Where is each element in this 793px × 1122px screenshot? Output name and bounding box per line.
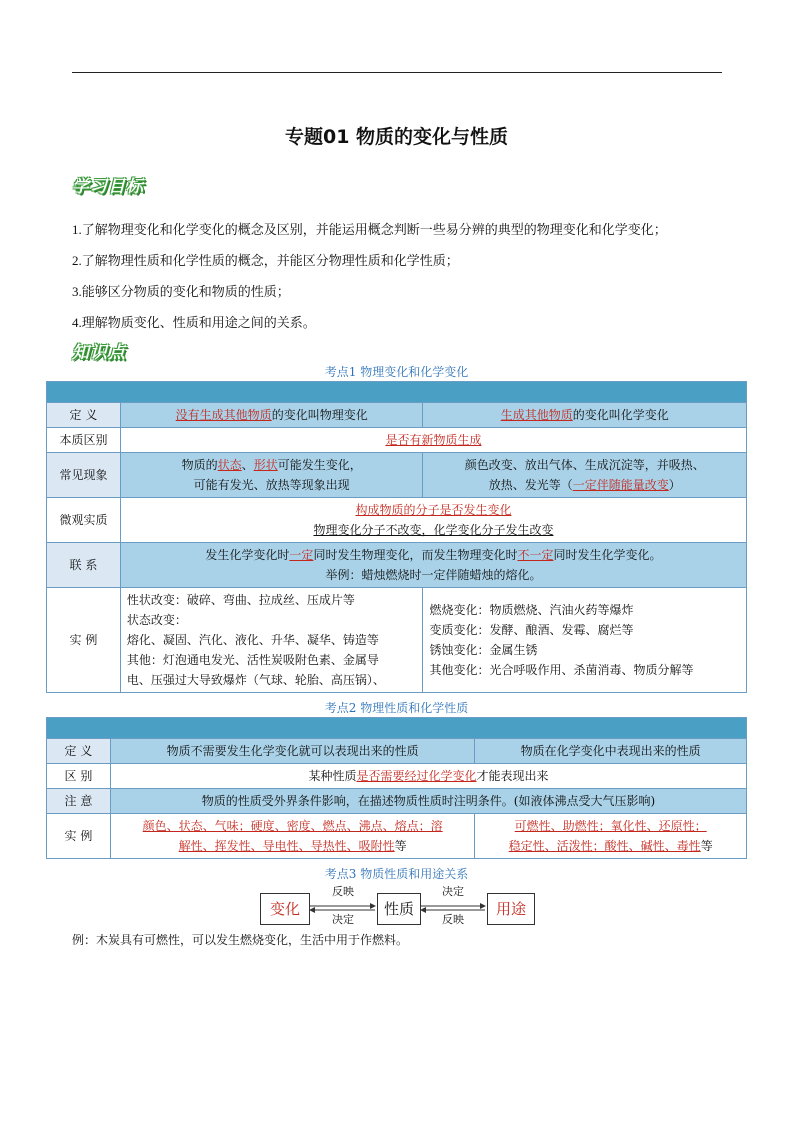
box-change: 变化 bbox=[260, 893, 310, 925]
k2-header-bar bbox=[47, 718, 747, 739]
section-heading-goals: 学习目标 bbox=[72, 177, 144, 197]
k1-micro: 构成物质的分子是否发生变化 物理变化分子不改变，化学变化分子发生改变 bbox=[120, 498, 746, 543]
k1-def-chem: 生成其他物质的变化叫化学变化 bbox=[423, 403, 747, 428]
k2-ex-phys: 颜色、状态、气味；硬度、密度、燃点、沸点、熔点；溶 解性、挥发性、导电性、导热性、吸附性等 bbox=[110, 814, 474, 859]
box-property: 性质 bbox=[377, 893, 421, 925]
k1-caption: 考点1 物理变化和化学变化 bbox=[324, 365, 469, 379]
objective-3: 3.能够区分物质的变化和物质的性质； bbox=[72, 284, 290, 299]
k2-note-label: 注 意 bbox=[47, 789, 111, 814]
k1-link: 发生化学变化时一定同时发生物理变化，而发生物理变化时不一定同时发生化学变化。 举例：蜡烛燃烧时一定伴随蜡烛的熔化。 bbox=[120, 543, 746, 588]
k2-def-chem: 物质在化学变化中表现出来的性质 bbox=[475, 739, 747, 764]
k1-header-bar bbox=[47, 382, 747, 403]
k1-def-phys: 没有生成其他物质的变化叫物理变化 bbox=[120, 403, 423, 428]
arrow1-bottom-label: 决定 bbox=[332, 913, 354, 926]
k1-ex-chem: 燃烧变化：物质燃烧、汽油火药等爆炸 变质变化：发酵、酿酒、发霉、腐烂等 锈蚀变化：金属生锈 其他变化：光合呼吸作用、杀菌消毒、物质分解等 bbox=[423, 588, 747, 693]
box-use: 用途 bbox=[487, 893, 535, 925]
k2-def-label: 定 义 bbox=[47, 739, 111, 764]
k1-essence: 是否有新物质生成 bbox=[120, 428, 746, 453]
k2-caption: 考点2 物理性质和化学性质 bbox=[324, 701, 469, 715]
k1-def-label: 定 义 bbox=[47, 403, 121, 428]
k2-diff: 某种性质是否需要经过化学变化才能表现出来 bbox=[110, 764, 746, 789]
arrow2-bottom-label: 反映 bbox=[442, 913, 464, 926]
k3-example: 例：木炭具有可燃性，可以发生燃烧变化，生活中用于作燃料。 bbox=[72, 933, 409, 947]
relation-diagram bbox=[260, 885, 535, 927]
k2-ex-label: 实 例 bbox=[47, 814, 111, 859]
objective-2: 2.了解物理性质和化学性质的概念，并能区分物理性质和化学性质； bbox=[72, 253, 459, 268]
relation-arrows bbox=[260, 889, 535, 927]
section-heading-knowledge: 知识点 bbox=[72, 343, 126, 363]
k2-diff-label: 区 别 bbox=[47, 764, 111, 789]
k1-phenom-label: 常见现象 bbox=[47, 453, 121, 498]
k2-def-phys: 物质不需要发生化学变化就可以表现出来的性质 bbox=[110, 739, 474, 764]
header-rule bbox=[72, 72, 722, 73]
objective-1: 1.了解物理变化和化学变化的概念及区别，并能运用概念判断一些易分辨的典型的物理变化和化学变化； bbox=[72, 222, 667, 237]
k2-note: 物质的性质受外界条件影响，在描述物质性质时注明条件。(如液体沸点受大气压影响) bbox=[110, 789, 746, 814]
k1-ex-phys: 性状改变：破碎、弯曲、拉成丝、压成片等 状态改变： 熔化、凝固、汽化、液化、升华、凝华、铸造等 其他：灯泡通电发光、活性炭吸附色素、金属导 电、压强过大导致爆炸（气球、轮胎、高压锅）、 bbox=[120, 588, 423, 693]
k1-essence-label: 本质区别 bbox=[47, 428, 121, 453]
k2-ex-chem: 可燃性、助燃性；氧化性、还原性； 稳定性、活泼性；酸性、碱性、毒性等 bbox=[475, 814, 747, 859]
k1-phenom-phys: 物质的状态、形状可能发生变化， 可能有发光、放热等现象出现 bbox=[120, 453, 423, 498]
k1-ex-label: 实 例 bbox=[47, 588, 121, 693]
k1-link-label: 联 系 bbox=[47, 543, 121, 588]
arrow1-top-label: 反映 bbox=[332, 885, 354, 898]
objective-4: 4.理解物质变化、性质和用途之间的关系。 bbox=[72, 315, 316, 330]
k1-table bbox=[46, 381, 747, 693]
k1-phenom-chem: 颜色改变、放出气体、生成沉淀等，并吸热、 放热、发光等（一定伴随能量改变） bbox=[423, 453, 747, 498]
arrow2-top-label: 决定 bbox=[442, 885, 464, 898]
k2-table bbox=[46, 717, 747, 859]
page-title: 专题01 物质的变化与性质 bbox=[284, 126, 509, 148]
k1-micro-label: 微观实质 bbox=[47, 498, 121, 543]
k3-caption: 考点3 物质性质和用途关系 bbox=[324, 867, 469, 881]
